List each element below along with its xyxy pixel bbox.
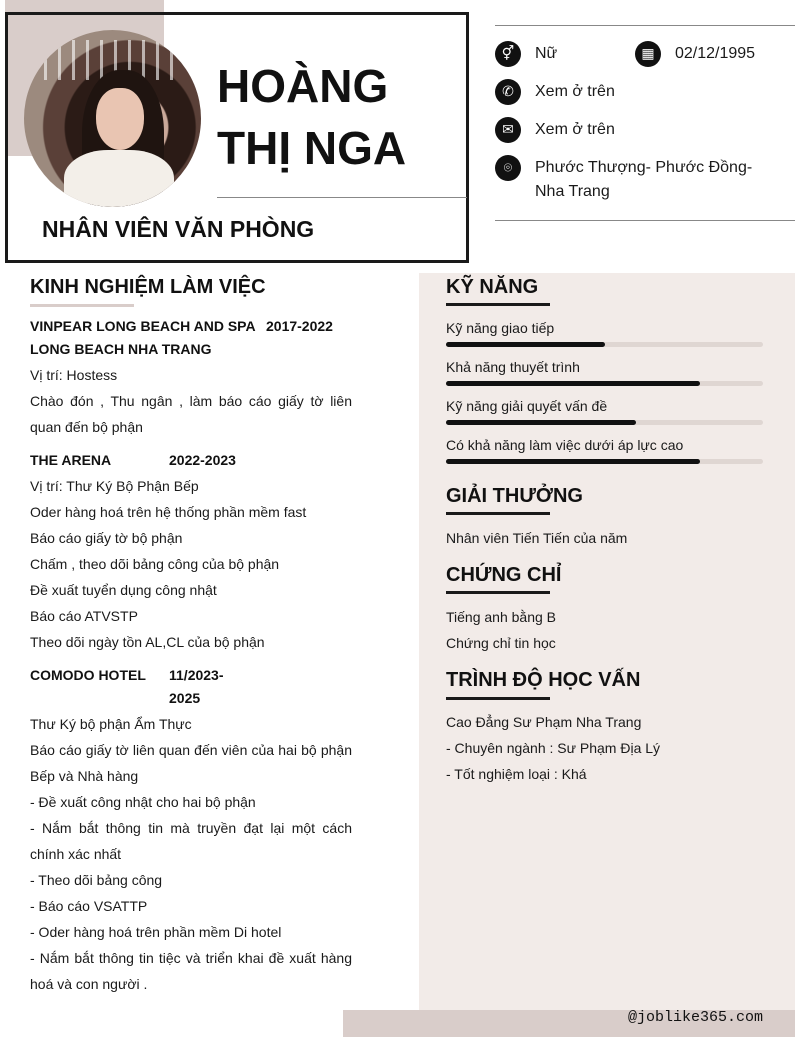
job-title: NHÂN VIÊN VĂN PHÒNG xyxy=(42,216,315,242)
candidate-name xyxy=(217,55,457,179)
experience-underline xyxy=(30,304,134,307)
company-line-1: VINPEAR LONG BEACH AND SPA xyxy=(30,318,256,334)
job-detail: Chào đón , Thu ngân , làm báo cáo giấy tờ liên quan đến bộ phận xyxy=(30,393,352,435)
calendar-icon: ▦ xyxy=(635,41,661,67)
company-line-2: LONG BEACH NHA TRANG xyxy=(30,341,212,357)
job-detail: - Báo cáo VSATTP xyxy=(30,898,148,914)
contact-top-divider xyxy=(495,25,795,26)
certificate-item: Chứng chỉ tin học xyxy=(446,635,556,651)
skills-underline xyxy=(446,303,550,306)
address-value: Phước Thượng- Phước Đồng- Nha Trang xyxy=(535,159,753,200)
location-icon: ⌾ xyxy=(495,155,521,181)
contact-bottom-divider xyxy=(495,220,795,221)
education-item: - Tốt nghiệm loại : Khá xyxy=(446,766,587,782)
skill-bar xyxy=(446,420,763,425)
job-detail: - Nắm bắt thông tin tiệc và triển khai đề xuất hàng hoá và con người . xyxy=(30,950,352,992)
avatar xyxy=(24,30,201,207)
education-item: - Chuyên ngành : Sư Phạm Địa Lý xyxy=(446,740,661,756)
certificates-title: CHỨNG CHỈ xyxy=(446,564,562,586)
name-line-2: THỊ NGA xyxy=(217,122,407,174)
skill-bar xyxy=(446,381,763,386)
phone-value: Xem ở trên xyxy=(535,83,615,100)
avatar-face xyxy=(96,88,144,150)
job-detail: Báo cáo ATVSTP xyxy=(30,608,138,624)
certificates-underline xyxy=(446,591,550,594)
footer-website: @joblike365.com xyxy=(628,1009,764,1026)
skill-bar xyxy=(446,459,763,464)
job-years-line-2: 2025 xyxy=(169,690,201,706)
job-detail: Vị trí: Thư Ký Bộ Phận Bếp xyxy=(30,478,199,494)
job-detail: - Nắm bắt thông tin mà truyền đạt lại một cách chính xác nhất xyxy=(30,820,352,862)
job-company: THE ARENA xyxy=(30,452,112,468)
gender-value: Nữ xyxy=(535,45,558,62)
awards-underline xyxy=(446,512,550,515)
job-detail: Thư Ký bộ phận Ẩm Thực xyxy=(30,716,192,732)
education-underline xyxy=(446,697,550,700)
job-company xyxy=(30,315,256,361)
job-detail: Vị trí: Hostess xyxy=(30,367,118,383)
phone-icon: ✆ xyxy=(495,79,521,105)
certificate-item: Tiếng anh bằng B xyxy=(446,609,557,625)
job-detail: - Theo dõi bảng công xyxy=(30,872,163,888)
award-item: Nhân viên Tiến Tiến của năm xyxy=(446,530,628,546)
skill-bar-fill xyxy=(446,420,636,425)
education-title: TRÌNH ĐỘ HỌC VẤN xyxy=(446,669,641,691)
education-item: Cao Đẳng Sư Phạm Nha Trang xyxy=(446,714,642,730)
job-detail: Chấm , theo dõi bảng công của bộ phận xyxy=(30,556,280,572)
skills-title: KỸ NĂNG xyxy=(446,276,539,298)
job-years: 2017-2022 xyxy=(266,318,333,334)
skill-bar xyxy=(446,342,763,347)
job-years xyxy=(169,664,224,710)
name-line-1: HOÀNG xyxy=(217,60,389,112)
skill-bar-fill xyxy=(446,381,700,386)
birthday-value: 02/12/1995 xyxy=(675,45,756,62)
awards-title: GIẢI THƯỞNG xyxy=(446,485,583,507)
gender-icon: ⚥ xyxy=(495,41,521,67)
avatar-shirt xyxy=(64,150,174,207)
skill-label: Kỹ năng giao tiếp xyxy=(446,320,555,336)
job-detail: Báo cáo giấy tờ bộ phận xyxy=(30,530,183,546)
mail-icon: ✉ xyxy=(495,117,521,143)
email-value: Xem ở trên xyxy=(535,121,615,138)
job-company: COMODO HOTEL xyxy=(30,667,146,683)
skill-label: Khả năng thuyết trình xyxy=(446,359,580,375)
skill-label: Kỹ năng giải quyết vấn đề xyxy=(446,398,608,414)
job-detail: Báo cáo giấy tờ liên quan đến viên của hai bộ phận Bếp và Nhà hàng xyxy=(30,742,352,784)
job-detail: - Oder hàng hoá trên phần mềm Di hotel xyxy=(30,924,282,940)
job-years: 2022-2023 xyxy=(169,452,236,468)
skill-bar-fill xyxy=(446,342,605,347)
experience-title: KINH NGHIỆM LÀM VIỆC xyxy=(30,276,266,298)
job-detail: - Đề xuất công nhật cho hai bộ phận xyxy=(30,794,256,810)
skill-label: Có khả năng làm việc dưới áp lực cao xyxy=(446,437,684,453)
skill-bar-fill xyxy=(446,459,700,464)
job-years-line-1: 11/2023- xyxy=(169,667,224,683)
job-detail: Oder hàng hoá trên hệ thống phần mềm fast xyxy=(30,504,307,520)
job-detail: Theo dõi ngày tồn AL,CL của bộ phận xyxy=(30,634,265,650)
job-detail: Đề xuất tuyển dụng công nhật xyxy=(30,582,217,598)
name-divider xyxy=(217,197,467,198)
